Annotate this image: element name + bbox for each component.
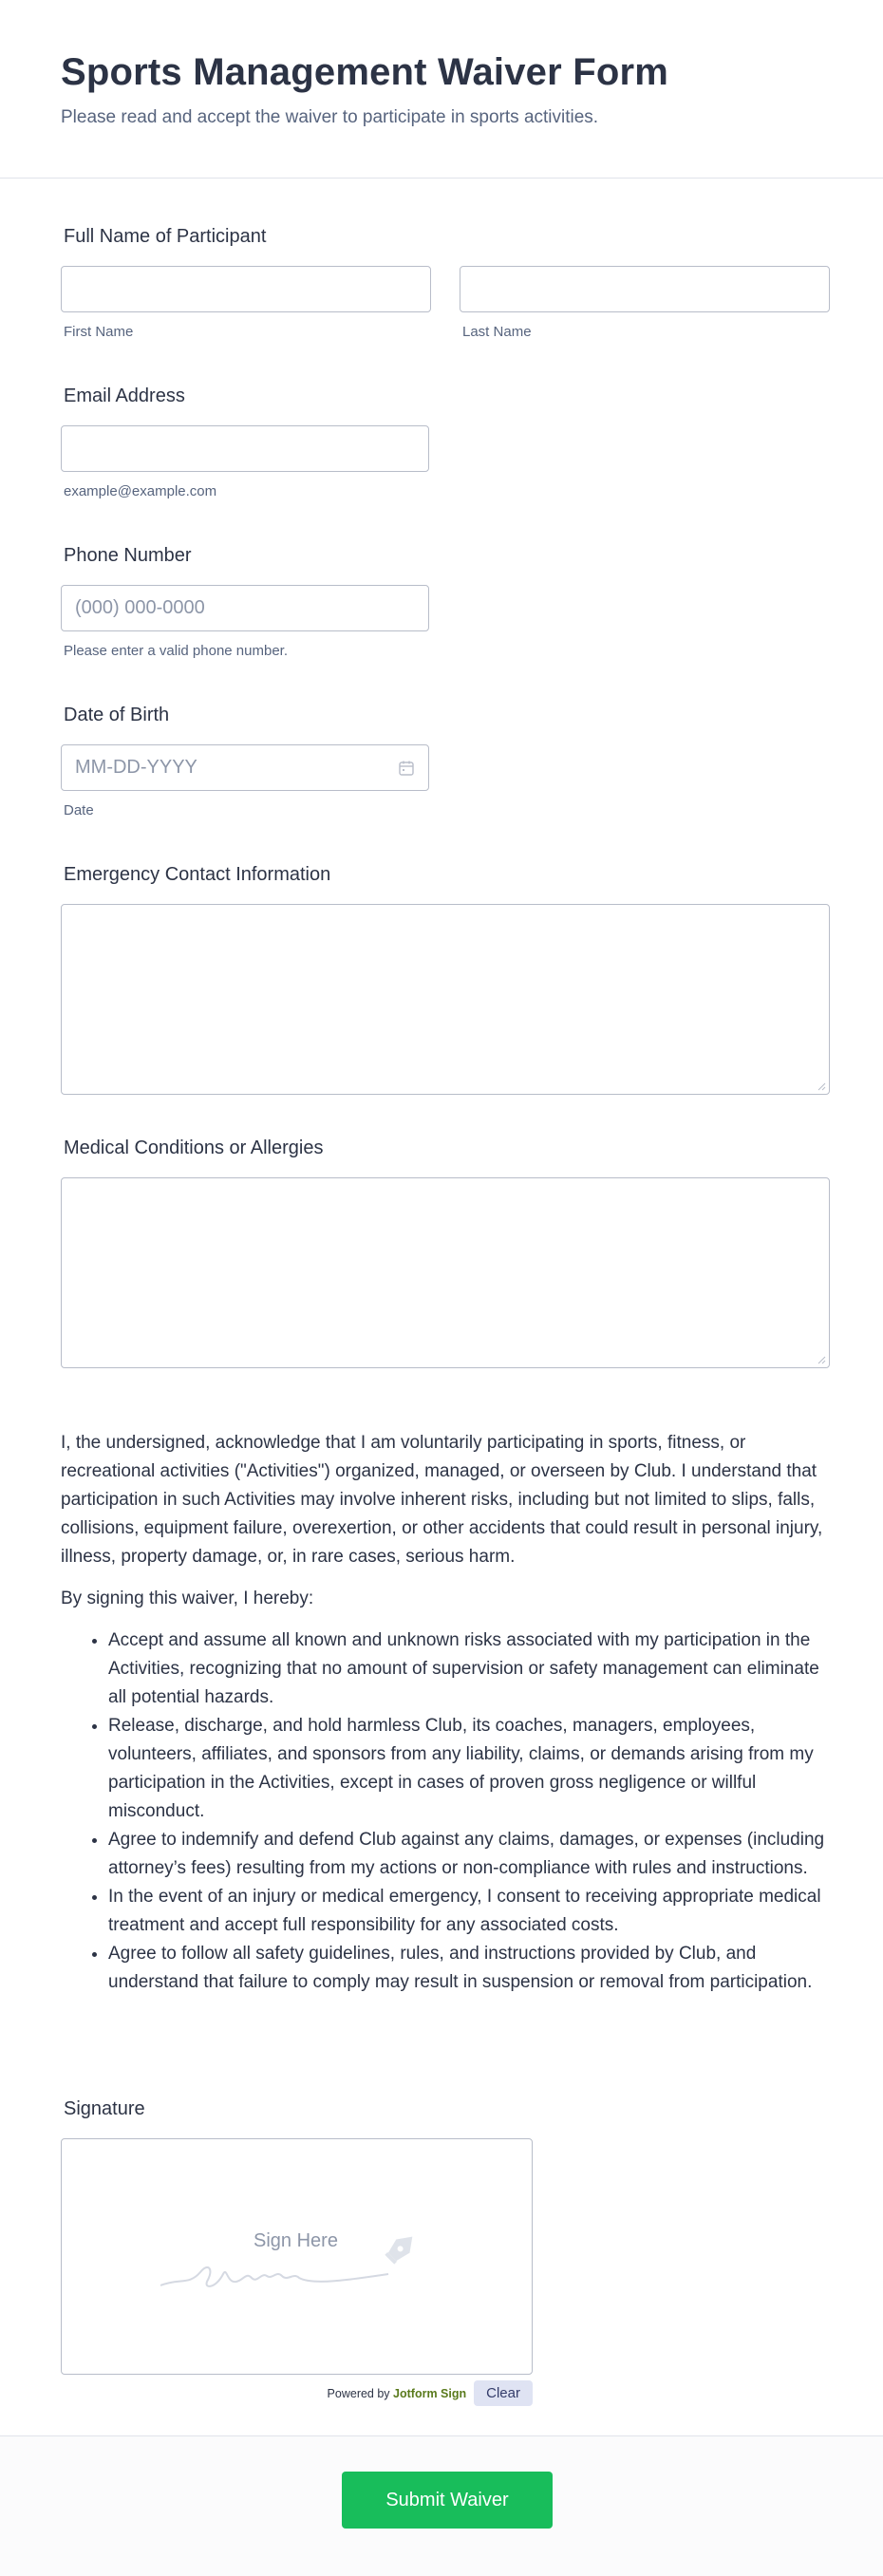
- jotform-sign-brand: Jotform Sign: [393, 2386, 467, 2400]
- page-title: Sports Management Waiver Form: [61, 51, 668, 93]
- resize-grip-icon[interactable]: [817, 1355, 826, 1364]
- phone-placeholder: (000) 000-0000: [75, 597, 205, 618]
- list-item: • Agree to indemnify and defend Club against any claims, damages, or expenses (including attorney’s fees) resulting from my actions or non-compliance with rules and instructions.: [108, 1826, 830, 1883]
- email-field: [61, 385, 429, 499]
- powered-by-text: Powered by Jotform Sign: [327, 2386, 467, 2400]
- email-label: Email Address: [64, 385, 185, 406]
- dob-sublabel: Date: [64, 802, 94, 818]
- emergency-field: [61, 863, 830, 1095]
- signature-footer: [61, 2380, 533, 2406]
- dob-placeholder: MM-DD-YYYY: [75, 757, 197, 778]
- signature-placeholder: Sign Here: [254, 2230, 338, 2251]
- email-sublabel: example@example.com: [64, 483, 217, 499]
- full-name-field: [61, 225, 830, 340]
- signature-pad[interactable]: [61, 2138, 533, 2375]
- list-item: • Agree to follow all safety guidelines, rules, and instructions provided by Club, and understand that failure to comply may result in suspension or removal from participation.: [108, 1940, 830, 1997]
- emergency-label: Emergency Contact Information: [64, 864, 331, 885]
- clear-signature-button[interactable]: Clear: [474, 2380, 533, 2406]
- dob-input[interactable]: [61, 744, 429, 791]
- waiver-text: [61, 1429, 830, 1997]
- full-name-label: Full Name of Participant: [64, 226, 267, 247]
- dob-label: Date of Birth: [64, 705, 170, 725]
- waiver-list: [61, 1626, 830, 1997]
- email-input[interactable]: [61, 425, 429, 472]
- pen-nib-icon: [383, 2228, 421, 2266]
- waiver-intro: I, the undersigned, acknowledge that I am voluntarily participating in sports, fitness, or recreational activities ("Activities") organized, managed, or overseen by Club. I understand that participation in such Activities may involve inherent risks, including but not limited to slips, falls, collisions, equipment failure, overexertion, or other accidents that could result in personal injury, illness, property damage, or, in rare cases, serious harm.: [61, 1433, 823, 1567]
- list-item: • Release, discharge, and hold harmless Club, its coaches, managers, employees, volunteers, affiliates, and sponsors from any liability, claims, or demands arising from my participation in the Activities, except in cases of proven gross negligence or willful misconduct.: [108, 1712, 830, 1826]
- phone-label: Phone Number: [64, 545, 192, 566]
- first-name-input[interactable]: [61, 266, 431, 312]
- medical-textarea[interactable]: [61, 1177, 830, 1368]
- calendar-icon[interactable]: [398, 760, 415, 777]
- phone-field: [61, 544, 429, 659]
- form-header: [0, 0, 883, 179]
- dob-field: [61, 704, 429, 818]
- form-footer: [0, 2435, 883, 2576]
- list-item: • Accept and assume all known and unknown risks associated with my participation in the Activities, recognizing that no amount of supervision or safety management can eliminate all potential hazards.: [108, 1626, 830, 1712]
- phone-input[interactable]: [61, 585, 429, 631]
- signature-label: Signature: [64, 2098, 145, 2119]
- medical-label: Medical Conditions or Allergies: [64, 1138, 324, 1158]
- medical-field: [61, 1137, 830, 1368]
- last-name-input[interactable]: [460, 266, 830, 312]
- list-item: • In the event of an injury or medical emergency, I consent to receiving appropriate medical treatment and accept full responsibility for any associated costs.: [108, 1883, 830, 1940]
- page-subtitle: Please read and accept the waiver to participate in sports activities.: [61, 107, 599, 127]
- first-name-sublabel: First Name: [64, 324, 134, 340]
- resize-grip-icon[interactable]: [817, 1081, 826, 1091]
- emergency-textarea[interactable]: [61, 904, 830, 1095]
- signature-field: [61, 2097, 533, 2406]
- last-name-sublabel: Last Name: [462, 324, 532, 340]
- phone-sublabel: Please enter a valid phone number.: [64, 643, 288, 659]
- waiver-lead: By signing this waiver, I hereby:: [61, 1589, 314, 1608]
- submit-waiver-button[interactable]: Submit Waiver: [342, 2472, 553, 2529]
